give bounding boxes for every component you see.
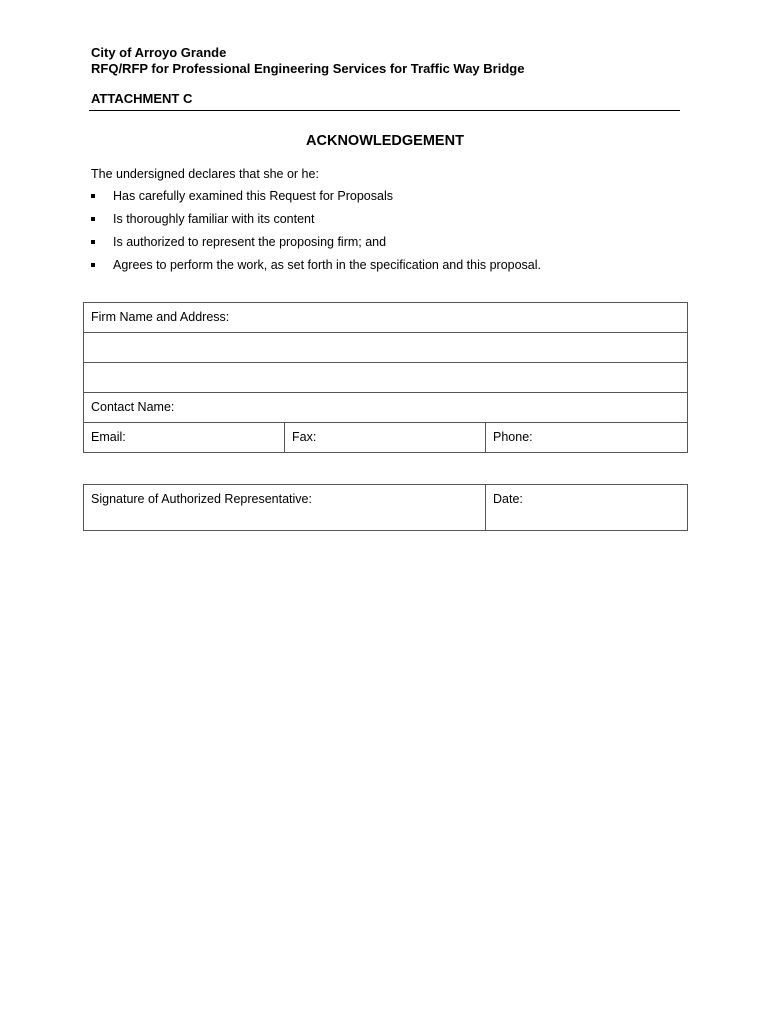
contact-details-row xyxy=(84,423,688,453)
bullet-square-icon xyxy=(91,240,95,244)
contact-name-field[interactable] xyxy=(84,393,688,423)
declaration-item xyxy=(91,258,541,281)
signature-field[interactable] xyxy=(84,485,486,531)
signature-label: Signature of Authorized Representative: xyxy=(91,492,312,506)
address-line-row xyxy=(84,363,688,393)
header-divider xyxy=(89,110,680,111)
declaration-item xyxy=(91,235,541,258)
phone-label: Phone: xyxy=(493,430,533,444)
firm-name-address-row xyxy=(84,303,688,333)
rfp-title: RFQ/RFP for Professional Engineering Services for Traffic Way Bridge xyxy=(91,61,525,76)
bullet-square-icon xyxy=(91,263,95,267)
attachment-label: ATTACHMENT C xyxy=(91,91,193,106)
declaration-text: Is authorized to represent the proposing firm; and xyxy=(113,235,387,249)
contact-name-row xyxy=(84,393,688,423)
signature-form xyxy=(83,484,688,531)
declaration-text: Is thoroughly familiar with its content xyxy=(113,212,315,226)
declaration-intro: The undersigned declares that she or he: xyxy=(91,167,319,181)
email-label: Email: xyxy=(91,430,126,444)
address-line-field[interactable] xyxy=(84,363,688,393)
declaration-list xyxy=(91,189,541,281)
declaration-text: Agrees to perform the work, as set forth in the specification and this proposal. xyxy=(113,258,541,272)
organization-name: City of Arroyo Grande xyxy=(91,45,227,60)
document-title: ACKNOWLEDGEMENT xyxy=(306,133,464,149)
declaration-text: Has carefully examined this Request for Proposals xyxy=(113,189,393,203)
declaration-item xyxy=(91,212,541,235)
fax-field[interactable] xyxy=(285,423,486,453)
date-field[interactable] xyxy=(486,485,688,531)
bullet-square-icon xyxy=(91,194,95,198)
address-line-row xyxy=(84,333,688,363)
firm-name-address-field[interactable] xyxy=(84,303,688,333)
declaration-item xyxy=(91,189,541,212)
firm-name-address-label: Firm Name and Address: xyxy=(91,310,230,324)
email-field[interactable] xyxy=(84,423,285,453)
fax-label: Fax: xyxy=(292,430,317,444)
signature-row xyxy=(84,485,688,531)
bullet-square-icon xyxy=(91,217,95,221)
firm-contact-form xyxy=(83,302,688,453)
address-line-field[interactable] xyxy=(84,333,688,363)
contact-name-label: Contact Name: xyxy=(91,400,175,414)
phone-field[interactable] xyxy=(486,423,688,453)
date-label: Date: xyxy=(493,492,523,506)
